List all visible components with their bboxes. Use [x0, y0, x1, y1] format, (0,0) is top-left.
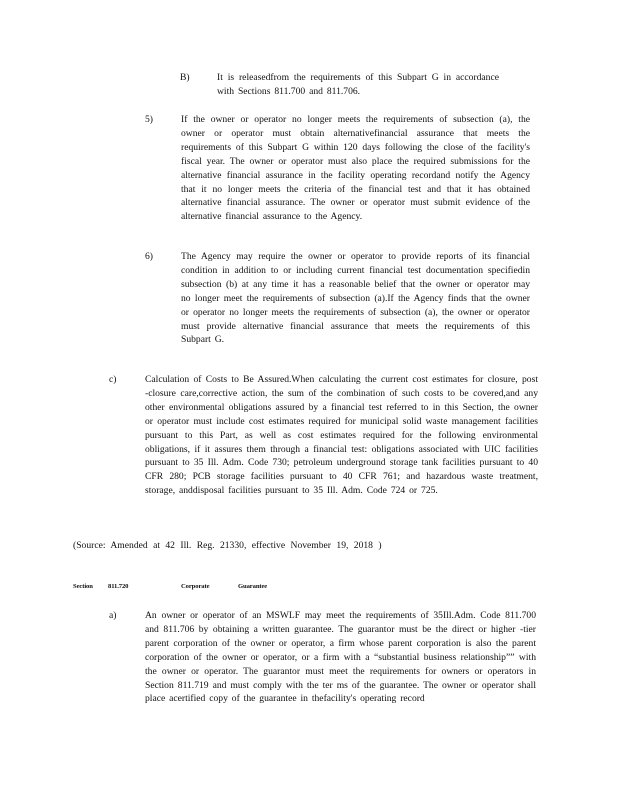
- item-marker-a: a): [109, 610, 117, 621]
- paragraph-6: [181, 250, 530, 347]
- section-title-word-2: Guarantee: [238, 583, 268, 590]
- item-marker-6: 6): [145, 251, 153, 262]
- paragraph-text: Calculation of Costs to Be Assured.When calculating the current cost estimates for closure, post -closure care,corrective action, the sum of the combination of such costs to be covered,and any other environmental obligations assured by a financial test referred to in this Section, the owner or operator must include cost estimates required for municipal solid waste management facilities pursuant to this Part, as well as cost estimates required for the following environmental obligations, if it assures them through a financial test: obligations associated with UIC facilities pursuant to 35 Ill. Adm. Code 730; petroleum underground storage tank facilities pursuant to 40 CFR 280; PCB storage facilities pursuant to 40 CFR 761; and hazardous waste treatment, storage, anddisposal facilities pursuant to 35 Ill. Adm. Code 724 or 725.: [145, 374, 538, 497]
- paragraph-text: The Agency may require the owner or operator to provide reports of its financial condition in addition to or including current financial test documentation specifiedin subsection (b) at any time it has a reasonable belief that the owner or operator may no longer meet the requirements of subsection (a).If the Agency finds that the owner or operator no longer meets the requirements of subsection (a), the owner or operator must provide alternative financial assurance that meets the requirements of this Subpart G.: [181, 251, 530, 346]
- section-heading: [0, 583, 618, 595]
- item-marker-c: c): [109, 374, 117, 385]
- source-note: (Source: Amended at 42 Ill. Reg. 21330, effective November 19, 2018 ): [73, 540, 382, 551]
- paragraph-B: [217, 71, 499, 99]
- item-marker-5: 5): [145, 114, 153, 125]
- paragraph-5: [181, 113, 530, 224]
- section-number: 811.720: [108, 583, 129, 590]
- item-marker-B: B): [180, 72, 190, 83]
- section-label: Section: [73, 583, 93, 590]
- paragraph-a: [145, 609, 536, 706]
- paragraph-text: An owner or operator of an MSWLF may meet the requirements of 35Ill.Adm. Code 811.700 and 811.706 by obtaining a written guarantee. The guarantor must be the direct or higher -tier parent corporation of the owner or operator, a firm whose parent corporation is also the parent corporation of the owner or operator, or a firm with a “substantial business relationship”” with the owner or operator. The guarantor must meet the requirements for owners or operators in Section 811.719 and must comply with the ter ms of the guarantee. The owner or operator shall place acertified copy of the guarantee in thefacility's operating record: [145, 610, 536, 705]
- paragraph-text: If the owner or operator no longer meets the requirements of subsection (a), the owner or operator must obtain alternativefinancial assurance that meets the requirements of this Subpart G within 120 days following the close of the facility's fiscal year. The owner or operator must also place the required submissions for the alternative financial assurance in the facility operating recordand notify the Agency that it no longer meets the criteria of the financial test and that it has obtained alternative financial assurance. The owner or operator must submit evidence of the alternative financial assurance to the Agency.: [181, 114, 530, 223]
- paragraph-text: It is releasedfrom the requirements of this Subpart G in accordance with Sections 811.700 and 811.706.: [217, 72, 499, 97]
- paragraph-c: [145, 373, 538, 498]
- section-title-word-1: Corporate: [181, 583, 210, 590]
